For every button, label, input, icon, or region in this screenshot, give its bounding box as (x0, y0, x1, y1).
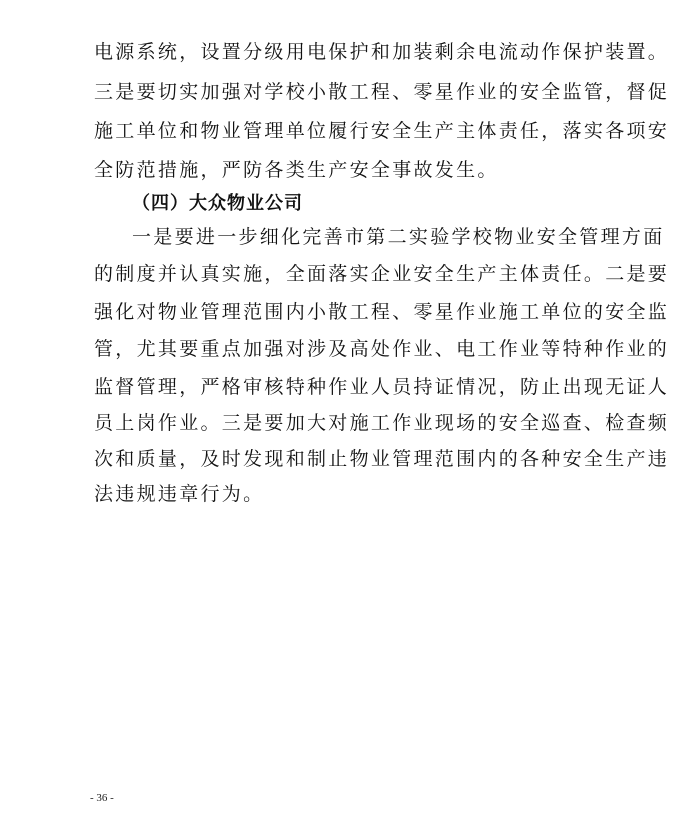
paragraph-2-line-3: 强化对物业管理范围内小散工程、零星作业施工单位的安全监 (94, 301, 670, 323)
paragraph-2-line-5: 监督管理，严格审核特种作业人员持证情况，防止出现无证人 (94, 376, 670, 398)
paragraph-1-line-1: 电源系统，设置分级用电保护和加装剩余电流动作保护装置。 (94, 41, 670, 63)
paragraph-2-line-6: 员上岗作业。三是要加大对施工作业现场的安全巡查、检查频 (94, 412, 670, 434)
paragraph-2-line-2: 的制度并认真实施，全面落实企业安全生产主体责任。二是要 (94, 263, 670, 285)
paragraph-1-line-3: 施工单位和物业管理单位履行安全生产主体责任，落实各项安 (94, 120, 670, 142)
section-heading: （四）大众物业公司 (132, 193, 303, 214)
paragraph-1-line-2: 三是要切实加强对学校小散工程、零星作业的安全监管，督促 (94, 81, 670, 103)
paragraph-1-line-4: 全防范措施，严防各类生产安全事故发生。 (94, 159, 499, 181)
paragraph-2-line-8: 法违规违章行为。 (94, 483, 265, 505)
page-number: - 36 - (90, 792, 114, 804)
paragraph-2-line-4: 管，尤其要重点加强对涉及高处作业、电工作业等特种作业的 (94, 338, 670, 360)
paragraph-2-line-1: 一是要进一步细化完善市第二实验学校物业安全管理方面 (132, 226, 665, 248)
paragraph-2-line-7: 次和质量，及时发现和制止物业管理范围内的各种安全生产违 (94, 448, 670, 470)
